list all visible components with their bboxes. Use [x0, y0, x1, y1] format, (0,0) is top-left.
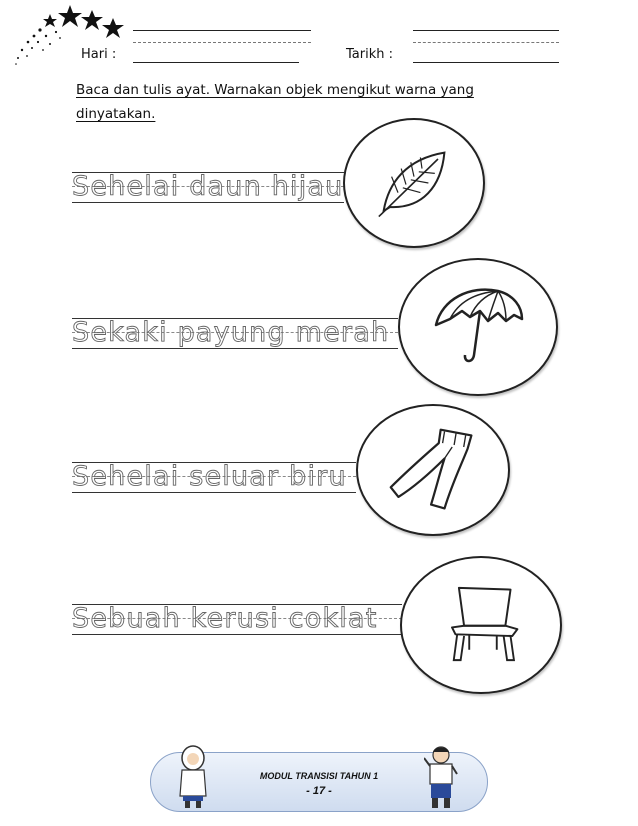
header-guide-line [413, 42, 559, 43]
picture-circle-4 [400, 556, 562, 694]
leaf-icon [374, 143, 454, 223]
umbrella-icon [428, 277, 528, 377]
class-line[interactable] [413, 30, 559, 31]
picture-circle-1 [343, 118, 485, 248]
trousers-icon [385, 420, 481, 520]
trace-sentence: Sebuah kerusi coklat [72, 603, 378, 634]
picture-circle-3 [356, 404, 510, 536]
chair-icon [440, 578, 526, 670]
boy-student-icon [424, 744, 458, 810]
header-guide-line [133, 42, 311, 43]
name-line[interactable] [133, 30, 311, 31]
hari-label: Hari : [81, 47, 117, 62]
hari-input-line[interactable] [133, 62, 299, 63]
module-title: MODUL TRANSISI TAHUN 1 [259, 771, 379, 781]
trace-sentence: Sehelai seluar biru [72, 461, 347, 492]
picture-circle-2 [398, 258, 558, 396]
girl-student-icon [176, 744, 210, 810]
trace-sentence: Sekaki payung merah [72, 317, 390, 348]
tarikh-input-line[interactable] [413, 62, 559, 63]
trace-sentence: Sehelai daun hijau [72, 171, 344, 202]
instruction-text: Baca dan tulis ayat. Warnakan objek mengikut warna yang dinyatakan. [76, 82, 474, 122]
tarikh-label: Tarikh : [346, 47, 393, 62]
page-number: - 17 - [306, 785, 332, 797]
